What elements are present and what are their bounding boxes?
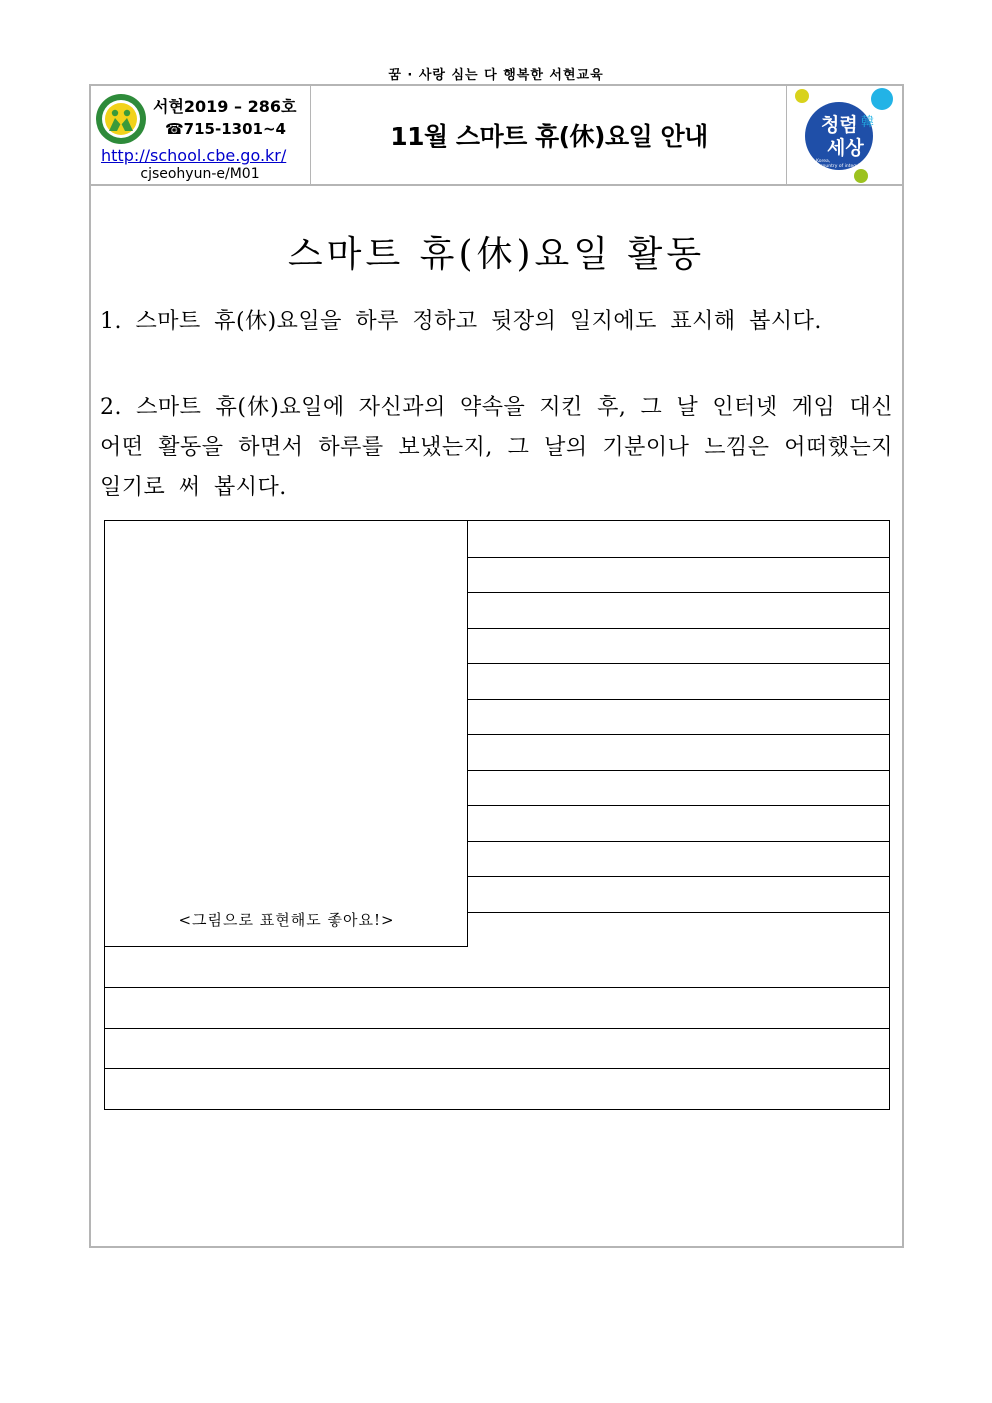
logo-hanja: 韓: [861, 115, 875, 130]
writing-line[interactable]: [468, 628, 889, 629]
brand-logo-cell: [786, 86, 902, 184]
school-emblem-icon: [95, 93, 147, 145]
writing-line[interactable]: [468, 663, 889, 664]
drawing-note: <그림으로 표현해도 좋아요!>: [178, 911, 395, 929]
drawing-box[interactable]: [105, 521, 468, 947]
phone-number: ☎715-1301~4: [165, 120, 286, 138]
issue-number: 서현2019 – 286호: [153, 97, 297, 116]
writing-line[interactable]: [468, 770, 889, 771]
writing-line[interactable]: [468, 841, 889, 842]
writing-line[interactable]: [468, 912, 889, 913]
side-writing-lines: [468, 521, 888, 947]
logo-text-line2: 세상: [827, 137, 864, 159]
logo-subtext-line1: Korea,: [816, 159, 831, 164]
document-title: 11월 스마트 휴(休)요일 안내: [390, 122, 708, 151]
writing-line[interactable]: [105, 1068, 889, 1069]
diary-writing-area: [104, 520, 890, 1110]
school-info-cell: [91, 86, 311, 184]
instruction-2: 2. 스마트 휴(休)요일에 자신과의 약속을 지킨 후, 그 날 인터넷 게임 대신 어떤 활동을 하면서 하루를 보냈는지, 그 날의 기분이나 느낌은 어떠했는지 일기로 써 봅시다.: [100, 395, 893, 500]
writing-line[interactable]: [468, 592, 889, 593]
document-header: [91, 86, 902, 186]
writing-line[interactable]: [105, 987, 889, 988]
writing-line[interactable]: [105, 1028, 889, 1029]
logo-subtext-line2: a country of integrity: [816, 164, 864, 169]
document-frame: [89, 84, 904, 1248]
writing-line[interactable]: [468, 876, 889, 877]
writing-line[interactable]: [468, 557, 889, 558]
writing-line[interactable]: [468, 699, 889, 700]
instruction-1: 1. 스마트 휴(休)요일을 하루 정하고 뒷장의 일지에도 표시해 봅시다.: [100, 309, 822, 334]
school-url-link[interactable]: http://school.cbe.go.kr/: [101, 146, 287, 165]
logo-text-line1: 청렴: [821, 114, 858, 136]
activity-title: 스마트 휴(休)요일 활동: [287, 234, 706, 275]
writing-line[interactable]: [468, 734, 889, 735]
school-slogan: 꿈 · 사랑 심는 다 행복한 서현교육: [388, 68, 604, 83]
writing-line[interactable]: [468, 805, 889, 806]
site-code: cjseohyun-e/M01: [140, 166, 260, 182]
integrity-korea-logo-icon: [791, 86, 899, 184]
